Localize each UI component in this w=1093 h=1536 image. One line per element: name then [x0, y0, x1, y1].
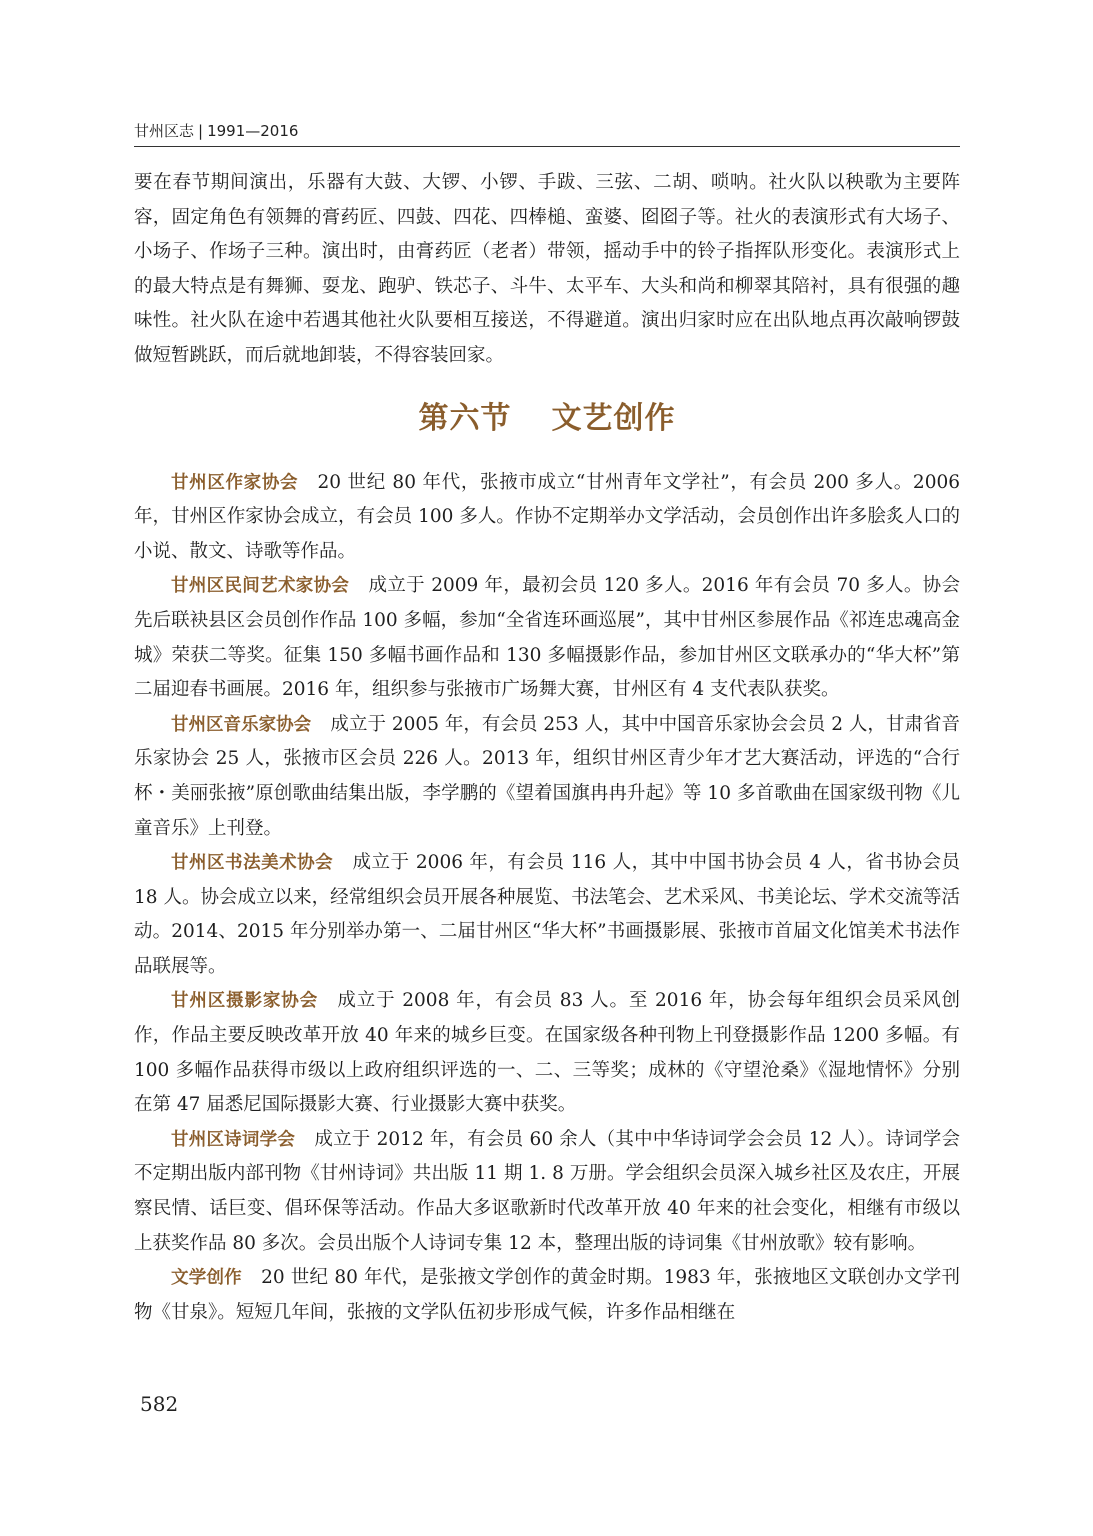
entry-text: 20 世纪 80 年代，张掖市成立“甘州青年文学社”，有会员 200 多人。2006 年，甘州区作家协会成立，有会员 100 多人。作协不定期举办文学活动，会员创作出许多脍炙人口的小说、散文、诗歌等作品。	[134, 471, 961, 562]
entry-term: 文学创作	[171, 1268, 242, 1289]
section-title: 文艺创作	[551, 400, 676, 436]
running-header	[134, 120, 960, 142]
entry-text: 成立于 2008 年，有会员 83 人。至 2016 年，协会每年组织会员采风创作，作品主要反映改革开放 40 年来的城乡巨变。在国家级各种刊物上刊登摄影作品 1200 多幅。有 100 多幅作品获得市级以上政府组织评选的一、二、三等奖；成林的《守望沧桑》《湿地情怀》分别在第 47 届悉尼国际摄影大赛、行业摄影大赛中获奖。	[134, 990, 961, 1116]
page-body	[134, 166, 960, 1330]
section-number: 第六节	[418, 400, 512, 436]
entry-paragraph	[134, 984, 960, 1122]
entry-text: 20 世纪 80 年代，是张掖文学创作的黄金时期。1983 年，张掖地区文联创办文学刊物《甘泉》。短短几年间，张掖的文学队伍初步形成气候，许多作品相继在	[134, 1267, 961, 1323]
entry-paragraph	[134, 1123, 960, 1261]
entry-term: 甘州区诗词学会	[171, 1129, 296, 1150]
entry-term: 甘州区民间艺术家协会	[171, 576, 350, 597]
entry-term: 甘州区作家协会	[171, 472, 299, 493]
entry-text: 成立于 2009 年，最初会员 120 多人。2016 年有会员 70 多人。协会先后联袂县区会员创作作品 100 多幅，参加“全省连环画巡展”，其中甘州区参展作品《祁连忠魂高金城》荣获二等奖。征集 150 多幅书画作品和 130 多幅摄影作品，参加甘州区文联承办的“华大杯”第二届迎春书画展。2016 年，组织参与张掖市广场舞大赛，甘州区有 4 支代表队获奖。	[134, 575, 960, 701]
header-separator: |	[198, 122, 204, 140]
header-years: 1991—2016	[207, 122, 299, 140]
entry-paragraph	[134, 466, 960, 570]
section-heading	[134, 399, 960, 439]
entry-text: 成立于 2012 年，有会员 60 余人（其中中华诗词学会会员 12 人）。诗词学会不定期出版内部刊物《甘州诗词》共出版 11 期 1. 8 万册。学会组织会员深入城乡社区及农庄，开展察民情、话巨变、倡环保等活动。作品大多讴歌新时代改革开放 40 年来的社会变化，相继有市级以上获奖作品 80 多次。会员出版个人诗词专集 12 本，整理出版的诗词集《甘州放歌》较有影响。	[134, 1128, 961, 1254]
entry-paragraph	[134, 1261, 960, 1330]
entry-paragraph	[134, 708, 960, 846]
entry-term: 甘州区摄影家协会	[171, 991, 319, 1012]
entry-term: 甘州区书法美术协会	[171, 853, 334, 874]
entry-paragraph	[134, 569, 960, 707]
entry-term: 甘州区音乐家协会	[171, 714, 312, 735]
header-rule	[134, 146, 960, 147]
book-title: 甘州区志	[134, 122, 195, 140]
page-number: 582	[140, 1392, 179, 1416]
entry-text: 成立于 2005 年，有会员 253 人，其中中国音乐家协会会员 2 人，甘肃省音乐家协会 25 人，张掖市区会员 226 人。2013 年，组织甘州区青少年才艺大赛活动，评选的“合行杯・美丽张掖”原创歌曲结集出版，李学鹏的《望着国旗冉冉升起》等 10 多首歌曲在国家级刊物《儿童音乐》上刊登。	[134, 713, 961, 839]
entry-text: 成立于 2006 年，有会员 116 人，其中中国书协会员 4 人，省书协会员 18 人。协会成立以来，经常组织会员开展各种展览、书法笔会、艺术采风、书美论坛、学术交流等活动。2014、2015 年分别举办第一、二届甘州区“华大杯”书画摄影展、张掖市首届文化馆美术书法作品联展等。	[134, 852, 960, 977]
entry-paragraph	[134, 846, 960, 984]
intro-paragraph: 要在春节期间演出，乐器有大鼓、大锣、小锣、手跋、三弦、二胡、唢呐。社火队以秧歌为主要阵容，固定角色有领舞的膏药匠、四鼓、四花、四棒槌、蛮婆、囵囵子等。社火的表演形式有大场子、小场子、作场子三种。演出时，由膏药匠（老者）带领，摇动手中的铃子指挥队形变化。表演形式上的最大特点是有舞狮、耍龙、跑驴、铁芯子、斗牛、太平车、大头和尚和柳翠其陪衬，具有很强的趣味性。社火队在途中若遇其他社火队要相互接送，不得避道。演出归家时应在出队地点再次敲响锣鼓做短暂跳跃，而后就地卸装，不得容装回家。	[134, 172, 960, 366]
